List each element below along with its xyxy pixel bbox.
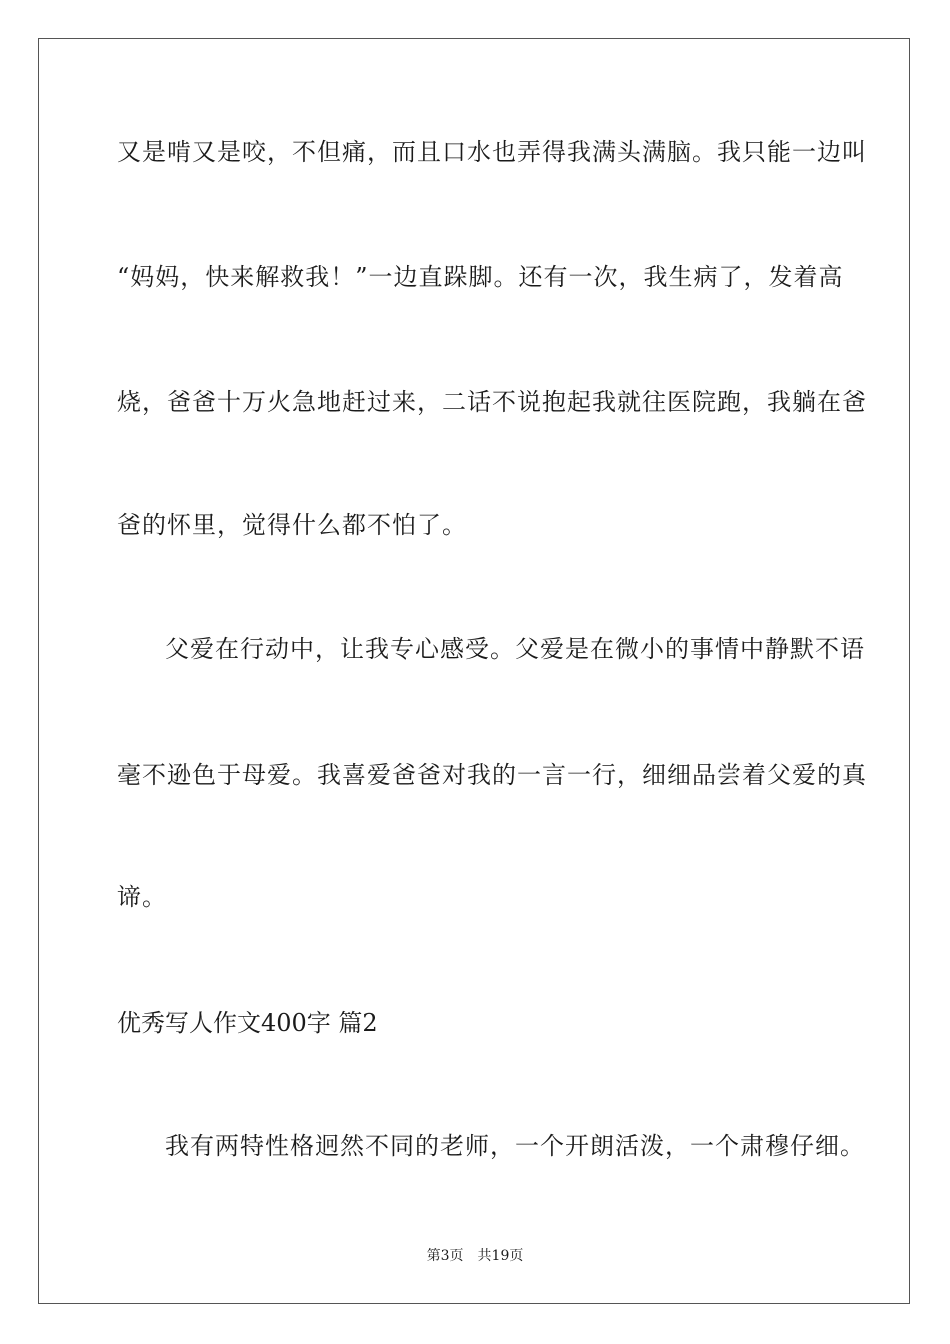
- paragraph-line: 父爱在行动中，让我专心感受。父爱是在微小的事情中静默不语: [165, 635, 865, 663]
- paragraph-line: 毫不逊色于母爱。我喜爱爸爸对我的一言一行，细细品尝着父爱的真: [117, 761, 867, 789]
- paragraph-line: 又是啃又是咬，不但痛，而且口水也弄得我满头满脑。我只能一边叫: [117, 138, 867, 166]
- page-total: 共19页: [477, 1248, 524, 1264]
- paragraph-line: 谛。: [117, 883, 167, 911]
- page-footer: [0, 1246, 950, 1266]
- paragraph-line: 烧，爸爸十万火急地赶过来，二话不说抱起我就往医院跑，我躺在爸: [117, 388, 867, 416]
- page-number: 第3页: [426, 1248, 464, 1264]
- section-heading: 优秀写人作文400字 篇2: [117, 1009, 378, 1037]
- page-border: [38, 38, 910, 1304]
- paragraph-line: 爸的怀里，觉得什么都不怕了。: [117, 511, 467, 539]
- paragraph-line: 我有两特性格迥然不同的老师，一个开朗活泼，一个肃穆仔细。: [165, 1132, 865, 1160]
- paragraph-line: “妈妈，快来解救我！”一边直跺脚。还有一次，我生病了，发着高: [117, 263, 844, 291]
